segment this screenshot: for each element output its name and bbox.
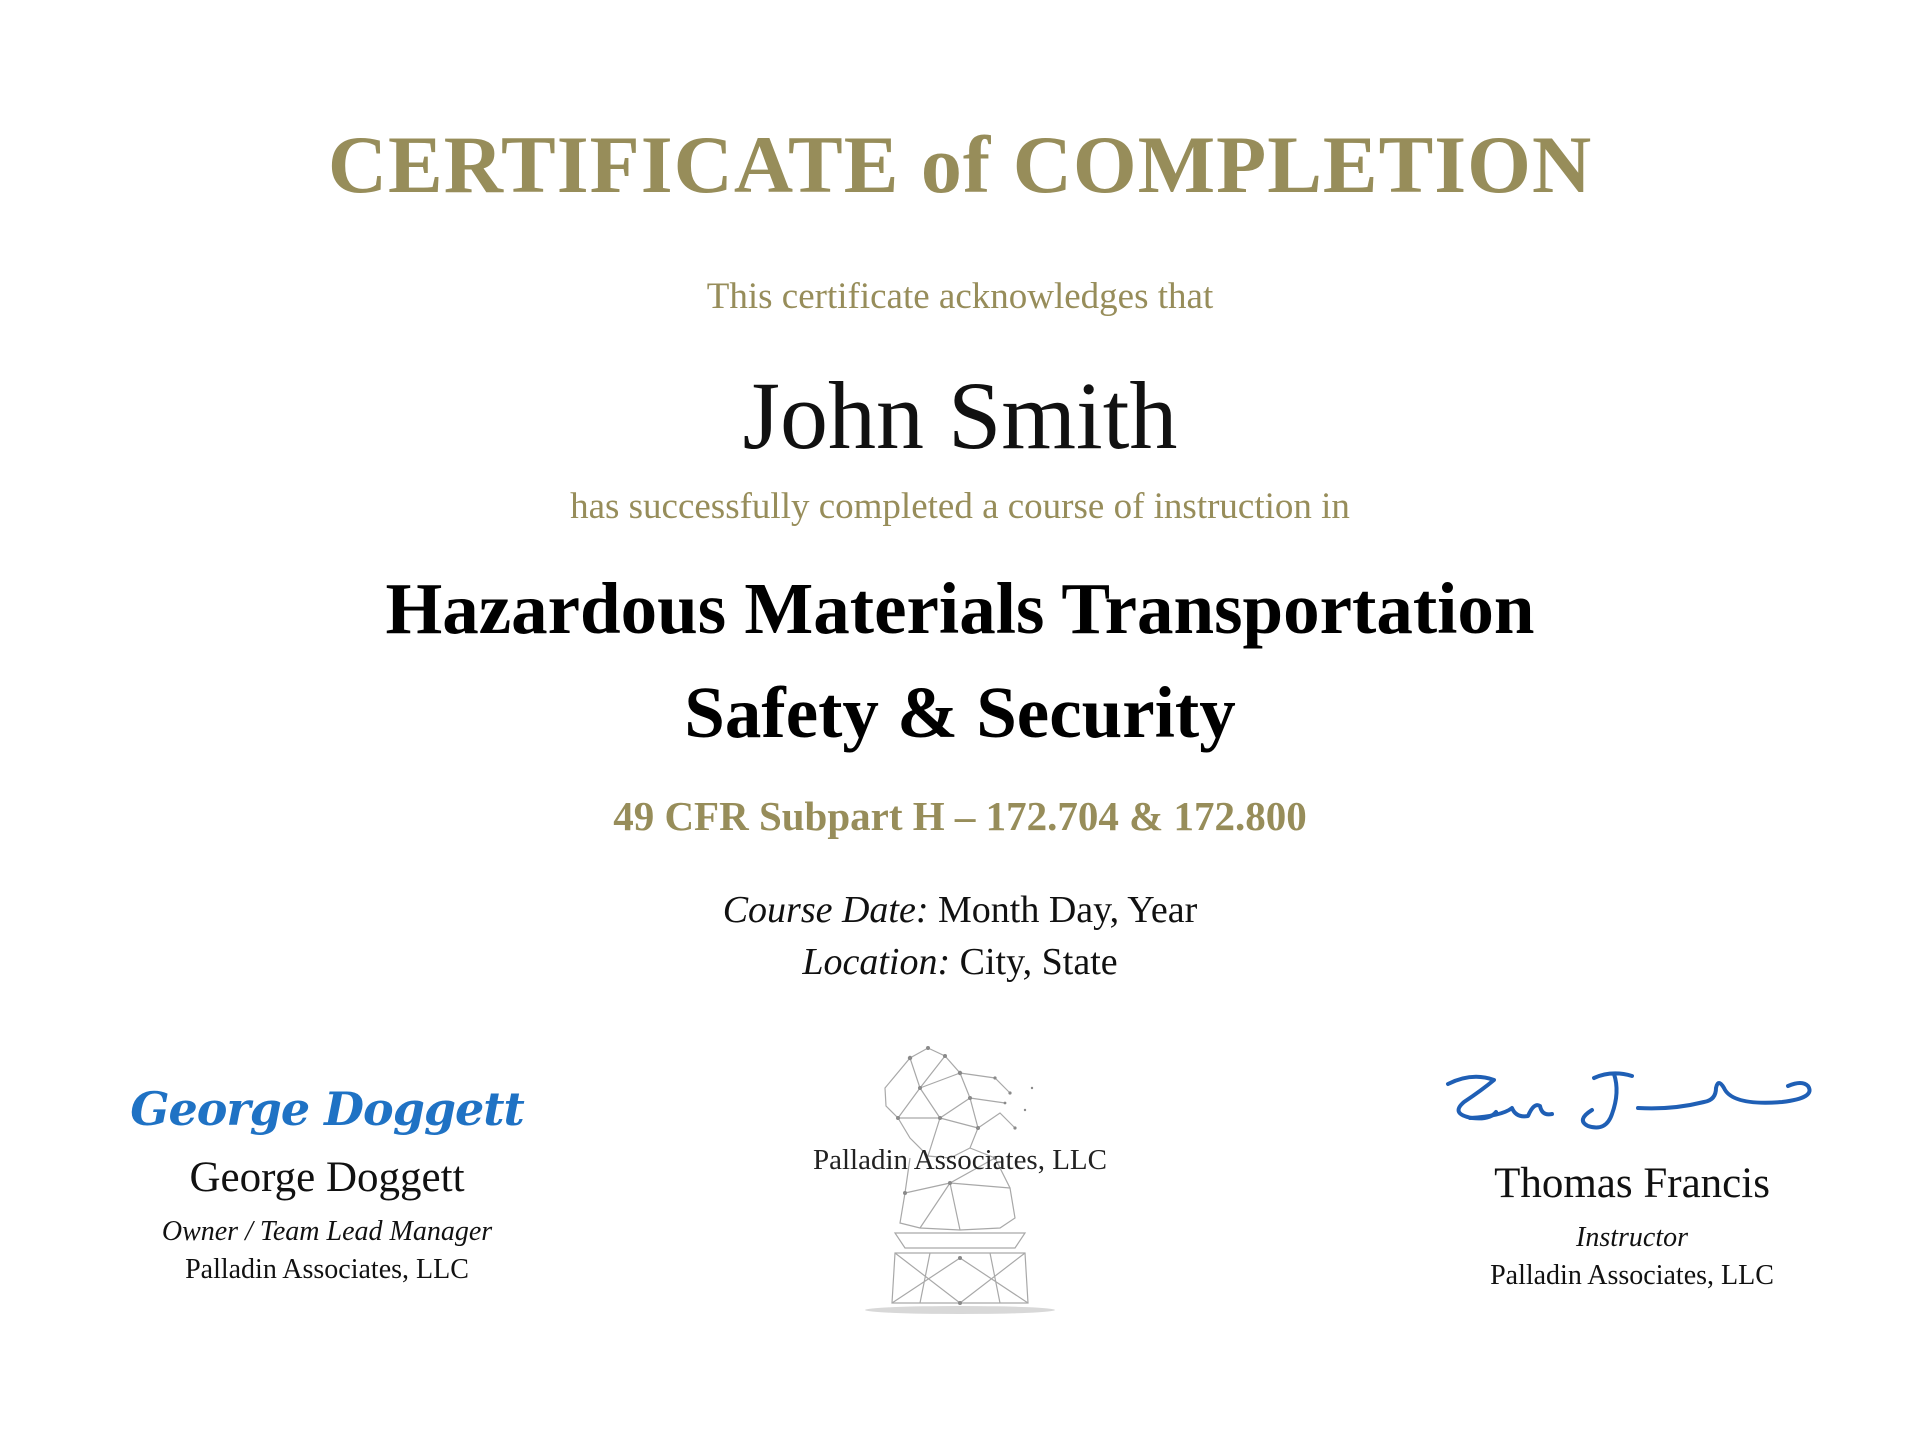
left-signatory-role: Owner / Team Lead Manager (161, 1216, 493, 1247)
right-signatory-name: Thomas Francis (1494, 1160, 1770, 1207)
course-date-label: Course Date: (722, 889, 929, 931)
recipient-name: John Smith (742, 362, 1178, 469)
intro-text: This certificate acknowledges that (706, 276, 1214, 317)
location-value: City, State (959, 941, 1118, 983)
location-line (0, 940, 1920, 984)
left-signatory-name: George Doggett (189, 1154, 465, 1201)
regulation-reference: 49 CFR Subpart H – 172.704 & 172.800 (613, 793, 1307, 839)
course-date-line (0, 888, 1920, 932)
left-signatory-organization: Palladin Associates, LLC (185, 1254, 469, 1285)
right-signature-block (1372, 1062, 1892, 1294)
left-signature-block (67, 1070, 587, 1288)
right-signatory-role: Instructor (1576, 1222, 1688, 1253)
certificate-title: CERTIFICATE of COMPLETION (327, 119, 1593, 210)
right-signature (1442, 1062, 1822, 1154)
completion-text: has successfully completed a course of instruction in (570, 486, 1350, 527)
logo-text: Palladin Associates, LLC (813, 1144, 1107, 1176)
left-signature: George Doggett (130, 1082, 524, 1136)
course-title-line-2: Safety & Security (684, 672, 1236, 753)
location-label: Location: (802, 941, 951, 983)
course-title-line-1: Hazardous Materials Transportation (385, 568, 1535, 649)
course-date-value: Month Day, Year (938, 889, 1198, 931)
right-signatory-organization: Palladin Associates, LLC (1490, 1260, 1774, 1291)
